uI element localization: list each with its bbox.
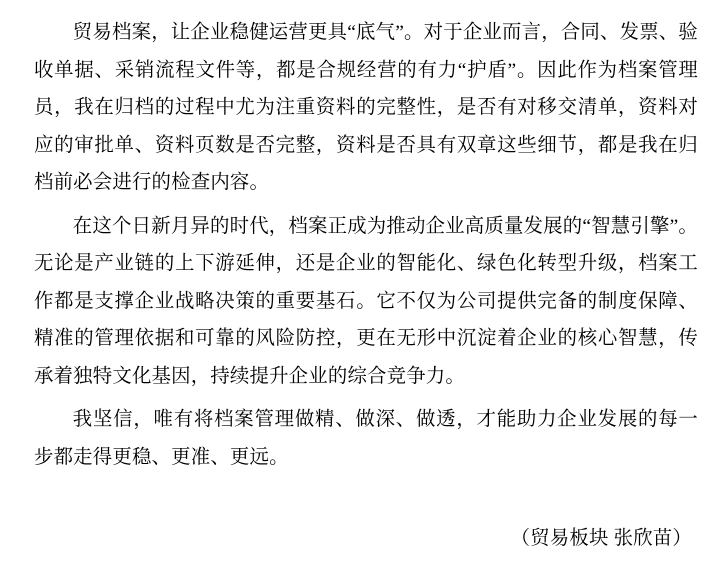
body-paragraph-3: 我坚信，唯有将档案管理做精、做深、做透，才能助力企业发展的每一步都走得更稳、更准、更远。 (34, 409, 698, 468)
author-signature: （贸易板块 张欣苗） (510, 528, 692, 549)
body-paragraph-2: 在这个日新月异的时代，档案正成为推动企业高质量发展的“智慧引擎”。无论是产业链的上下游延伸，还是企业的智能化、绿色化转型升级，档案工作都是支撑企业战略决策的重要基石。它不仅为公司提供完备的制度保障、精准的管理依据和可靠的风险防控，更在无形中沉淀着企业的核心智慧，传承着独特文化基因，持续提升企业的综合竞争力。 (34, 215, 698, 387)
body-paragraph-1: 贸易档案，让企业稳健运营更具“底气”。对于企业而言，合同、发票、验收单据、采销流程文件等，都是合规经营的有力“护盾”。因此作为档案管理员，我在归档的过程中尤为注重资料的完整性，是否有对移交清单，资料对应的审批单、资料页数是否完整，资料是否具有双章这些细节，都是我在归档前必会进行的检查内容。 (34, 22, 698, 193)
